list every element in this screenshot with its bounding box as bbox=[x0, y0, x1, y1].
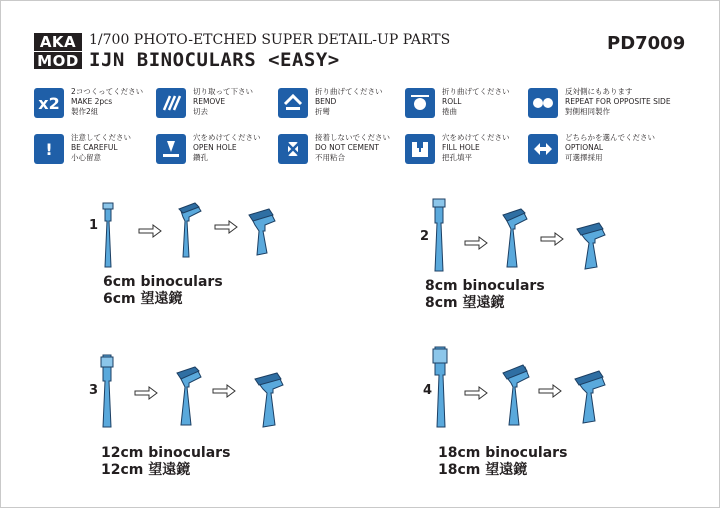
fill-hole-icon bbox=[405, 134, 435, 164]
caption-en: 12cm binoculars bbox=[101, 445, 231, 461]
finished-part bbox=[577, 223, 605, 269]
flat-part bbox=[433, 199, 445, 271]
legend-make-2 bbox=[34, 87, 162, 119]
legend-en: BEND bbox=[315, 97, 337, 106]
arrow bbox=[135, 387, 157, 399]
bent-part bbox=[179, 203, 201, 257]
legend-cn: 製作2組 bbox=[71, 107, 99, 116]
optional-icon bbox=[528, 134, 558, 164]
product-code: PD7009 bbox=[607, 33, 686, 54]
bent-part bbox=[503, 209, 527, 267]
product-title: IJN BINOCULARS <EASY> bbox=[89, 49, 340, 71]
legend-cn: 鑽孔 bbox=[193, 153, 208, 162]
legend-en: OPEN HOLE bbox=[193, 143, 237, 152]
legend-en: MAKE 2pcs bbox=[71, 97, 113, 106]
step-caption bbox=[103, 274, 223, 308]
legend-jp: 注意してください bbox=[71, 133, 131, 142]
legend-jp: 折り曲げてください bbox=[315, 87, 383, 96]
caption-en: 8cm binoculars bbox=[425, 278, 545, 294]
legend-remove bbox=[156, 87, 284, 119]
legend-en: DO NOT CEMENT bbox=[315, 143, 379, 152]
step-caption bbox=[438, 445, 567, 479]
legend-jp: 穴をめけてください bbox=[193, 133, 261, 142]
legend-cn: 可選擇採用 bbox=[565, 153, 603, 162]
step-number: 1 bbox=[89, 218, 99, 233]
akamod-logo bbox=[34, 33, 82, 69]
flat-part bbox=[103, 203, 113, 267]
legend-cn: 捲曲 bbox=[442, 107, 457, 116]
step-4-diagram bbox=[431, 345, 611, 431]
finished-part bbox=[255, 373, 283, 427]
bent-part bbox=[177, 367, 201, 425]
no-cement-icon bbox=[278, 134, 308, 164]
repeat-icon bbox=[528, 88, 558, 118]
x2-icon: x2 bbox=[34, 88, 64, 118]
step-2-diagram bbox=[429, 197, 609, 275]
exclamation-icon: ! bbox=[34, 134, 64, 164]
arrow bbox=[541, 233, 563, 245]
product-subtitle: 1/700 PHOTO-ETCHED SUPER DETAIL-UP PARTS bbox=[89, 32, 451, 48]
step-caption bbox=[425, 278, 545, 312]
arrow bbox=[213, 385, 235, 397]
legend-en: REPEAT FOR OPPOSITE SIDE bbox=[565, 97, 671, 106]
legend-en: REMOVE bbox=[193, 97, 226, 106]
arrow bbox=[465, 387, 487, 399]
legend-jp: どちらかを選んでください bbox=[565, 133, 655, 142]
legend-cn: 把孔填平 bbox=[442, 153, 472, 162]
legend-be-careful bbox=[34, 133, 162, 165]
legend-no-cement bbox=[278, 133, 406, 165]
caption-jp: 8cm 望遠鏡 bbox=[425, 295, 505, 311]
legend-optional bbox=[528, 133, 656, 165]
logo-top: AKA bbox=[34, 33, 82, 51]
legend-jp: 反対側にもあります bbox=[565, 87, 633, 96]
step-3-diagram bbox=[97, 353, 287, 431]
legend-cn: 對側相同製作 bbox=[565, 107, 610, 116]
legend-repeat bbox=[528, 87, 671, 119]
legend-cn: 切去 bbox=[193, 107, 208, 116]
caption-jp: 6cm 望遠鏡 bbox=[103, 291, 183, 307]
legend-jp: 切り取って下さい bbox=[193, 87, 253, 96]
legend-en: FILL HOLE bbox=[442, 143, 480, 152]
roll-icon bbox=[405, 88, 435, 118]
finished-part bbox=[575, 371, 605, 423]
step-caption bbox=[101, 445, 230, 479]
remove-icon bbox=[156, 88, 186, 118]
step-number: 4 bbox=[423, 383, 433, 398]
caption-jp: 12cm 望遠鏡 bbox=[101, 462, 191, 478]
arrow bbox=[539, 385, 561, 397]
legend-fill-hole bbox=[405, 133, 533, 165]
finished-part bbox=[249, 209, 275, 255]
symbol-legend bbox=[34, 87, 694, 171]
legend-en: BE CAREFUL bbox=[71, 143, 118, 152]
step-1-diagram bbox=[97, 201, 267, 271]
caption-en: 18cm binoculars bbox=[438, 445, 568, 461]
bend-icon bbox=[278, 88, 308, 118]
legend-en: OPTIONAL bbox=[565, 143, 604, 152]
flat-part bbox=[101, 355, 113, 427]
logo-bottom: MOD bbox=[34, 51, 82, 69]
legend-cn: 不用粘合 bbox=[315, 153, 345, 162]
legend-en: ROLL bbox=[442, 97, 462, 106]
caption-en: 6cm binoculars bbox=[103, 274, 223, 290]
legend-jp: 穴をめけてください bbox=[442, 133, 510, 142]
legend-jp: 接着しないでください bbox=[315, 133, 390, 142]
bent-part bbox=[503, 365, 529, 425]
legend-open-hole bbox=[156, 133, 284, 165]
legend-roll bbox=[405, 87, 533, 119]
legend-jp: 2コつくってください bbox=[71, 87, 144, 96]
legend-cn: 小心留意 bbox=[71, 153, 101, 162]
caption-jp: 18cm 望遠鏡 bbox=[438, 462, 528, 478]
step-number: 2 bbox=[420, 229, 430, 244]
step-number: 3 bbox=[89, 383, 99, 398]
open-hole-icon bbox=[156, 134, 186, 164]
arrow bbox=[465, 237, 487, 249]
legend-jp: 折り曲げてください bbox=[442, 87, 510, 96]
arrow bbox=[215, 221, 237, 233]
arrow bbox=[139, 225, 161, 237]
legend-cn: 折彎 bbox=[315, 107, 330, 116]
legend-bend bbox=[278, 87, 406, 119]
flat-part bbox=[433, 347, 447, 427]
